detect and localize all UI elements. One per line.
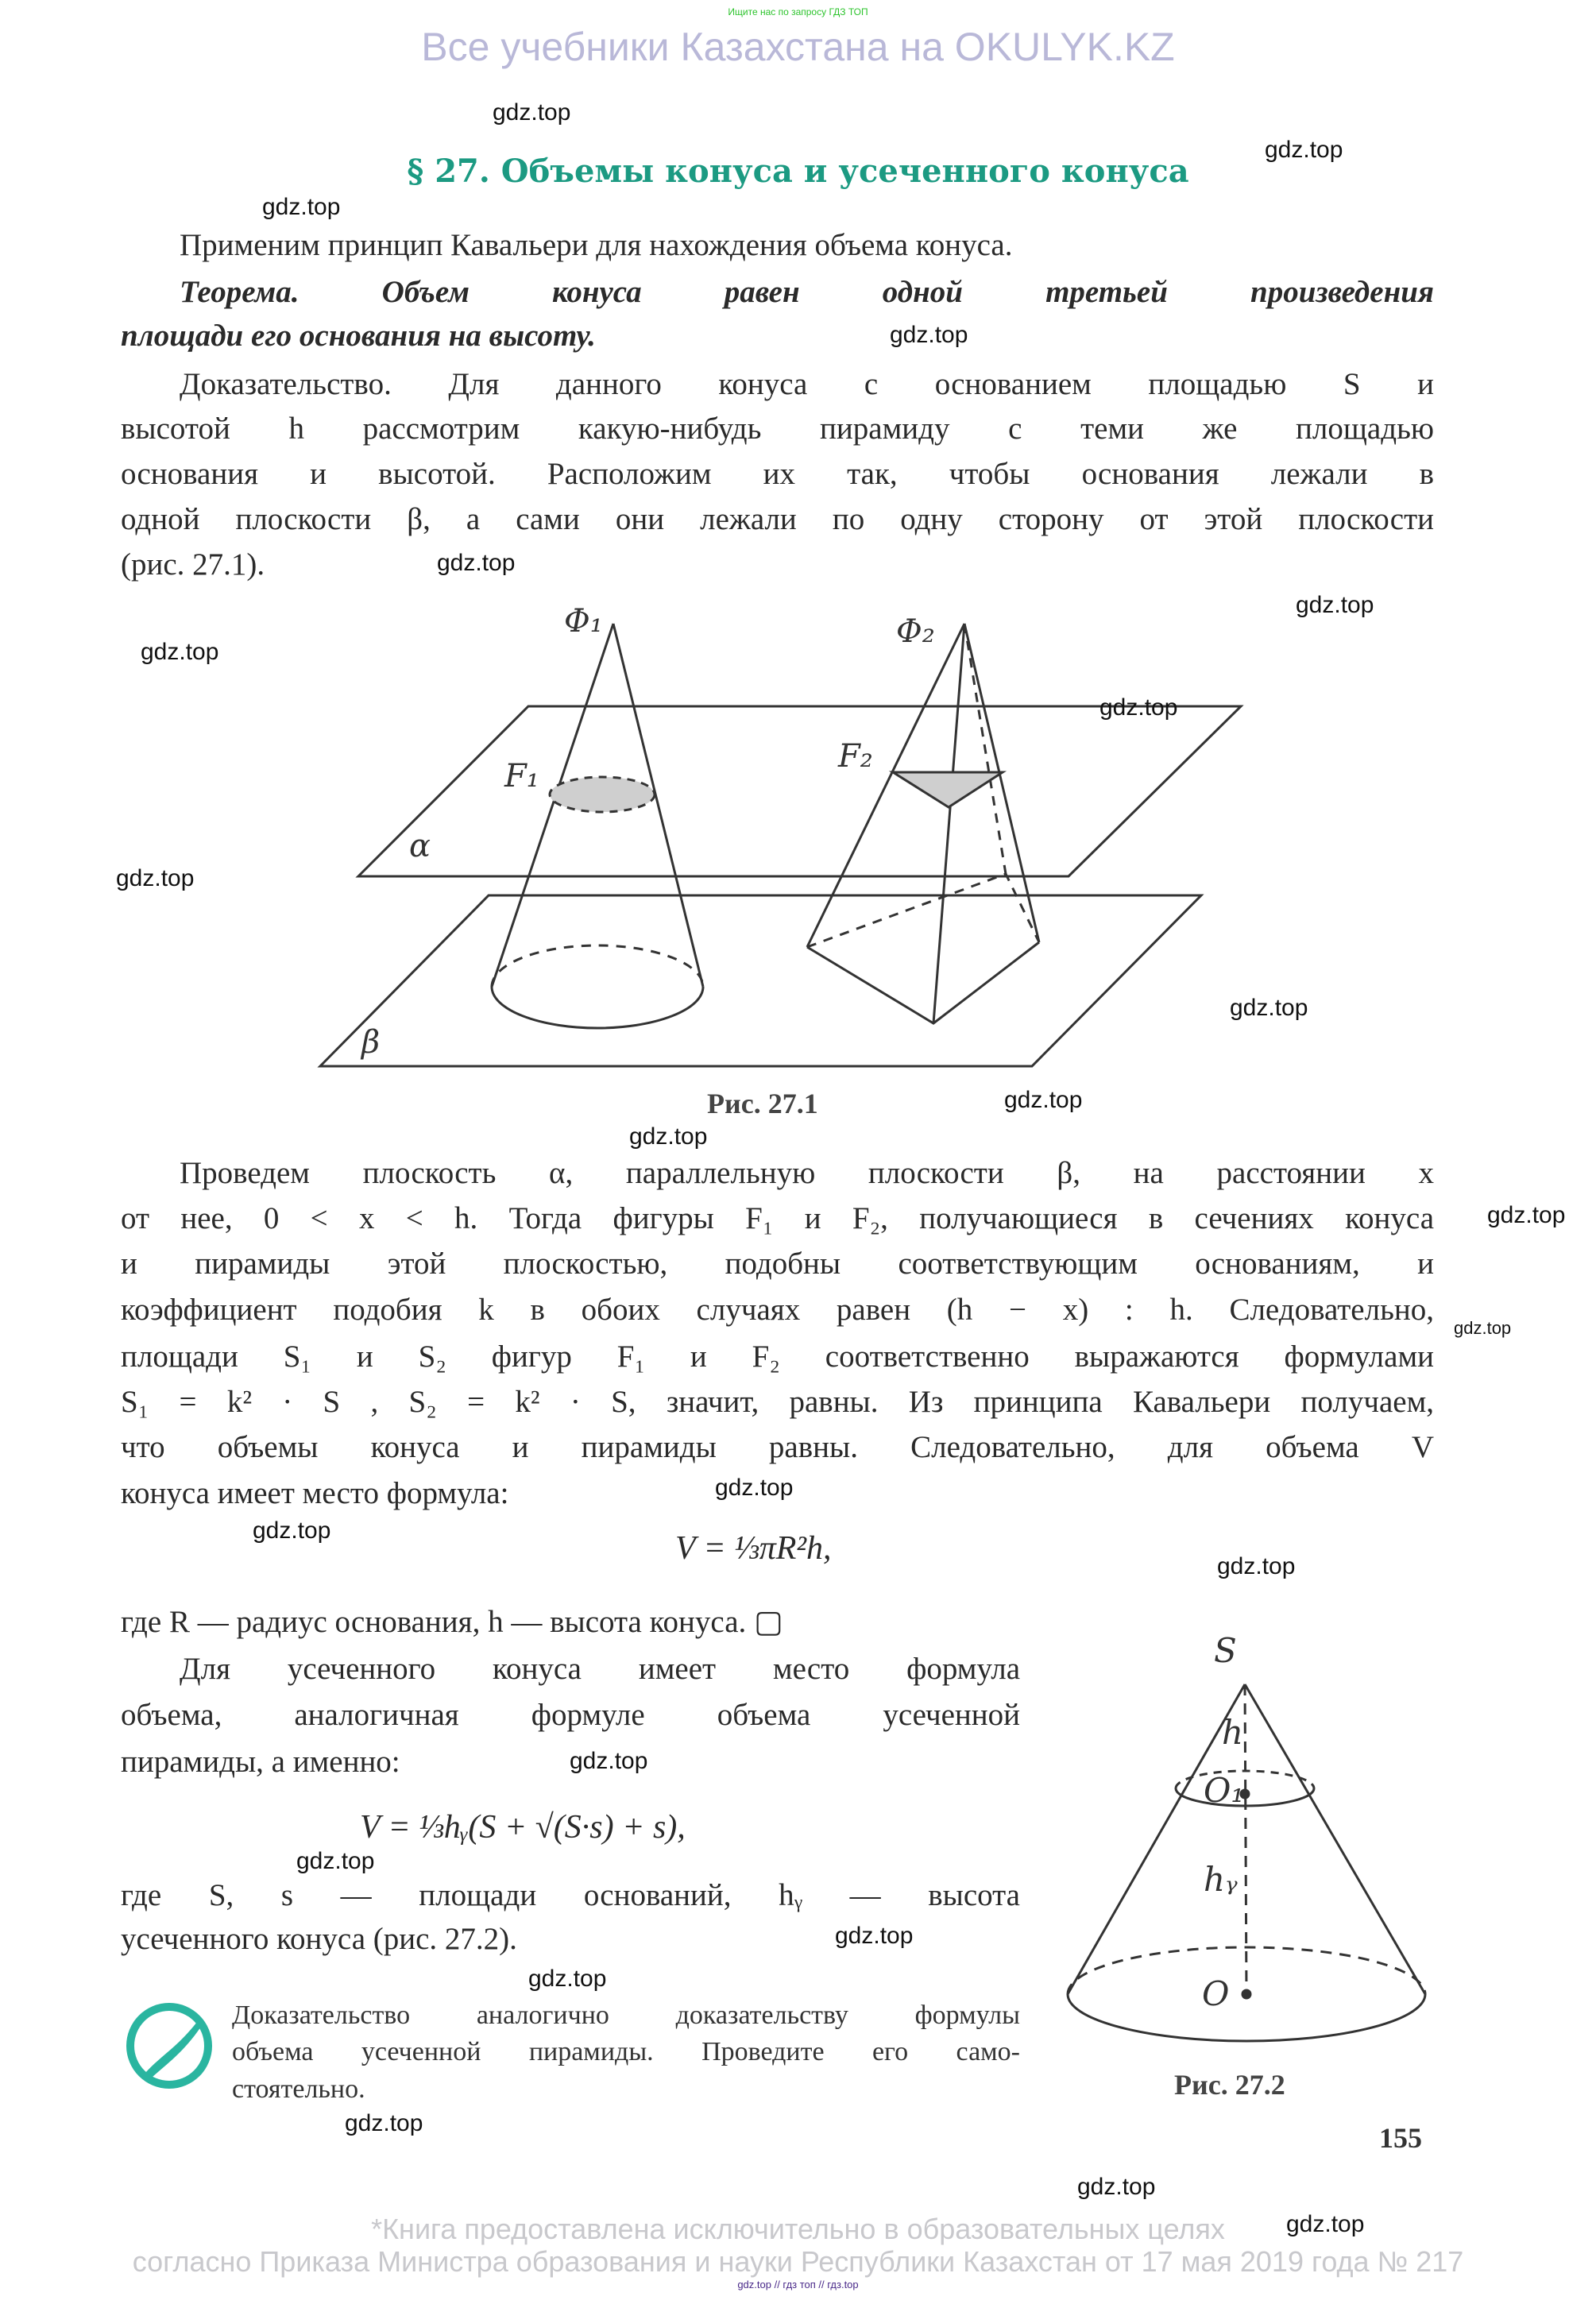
watermark: gdz.top	[528, 1966, 607, 1992]
cone-volume-formula: V = ⅓πR²h,	[675, 1530, 832, 1567]
label-o1: O₁	[1204, 1771, 1245, 1810]
watermark: gdz.top	[437, 550, 516, 576]
watermark: gdz.top	[493, 99, 571, 126]
text-line: площади S₁ и S₂ фигур F₁ и F₂ соответственно выражаются формулами	[121, 1339, 1434, 1374]
watermark: gdz.top	[1230, 995, 1308, 1021]
text-line: конуса имеет место формула:	[121, 1476, 509, 1510]
text-line: S₁ = k² · S , S₂ = k² · S, значит, равны. Из принципа Кавальери получаем,	[121, 1385, 1434, 1419]
text-line: от нее, 0 < x < h. Тогда фигуры F₁ и F₂, получающиеся в сечениях конуса	[121, 1201, 1434, 1235]
watermark: gdz.top	[1217, 1553, 1296, 1579]
watermark: gdz.top	[253, 1517, 331, 1544]
note-line: объема усеченной пирамиды. Проведите его само-	[232, 2037, 1020, 2066]
watermark: gdz.top	[835, 1923, 914, 1949]
watermark: gdz.top	[1296, 592, 1374, 618]
watermark: gdz.top	[141, 639, 219, 665]
plane-beta	[320, 895, 1201, 1066]
theorem-line: Теорема. Объем конуса равен одной третьей произведения	[180, 275, 1434, 309]
text-line: где S, s — площади оснований, hᵧ — высота	[121, 1878, 1020, 1912]
watermark: gdz.top	[890, 322, 968, 348]
text-line: объема, аналогичная формуле объема усеченной	[121, 1698, 1020, 1732]
footer-links[interactable]: gdz.top // гдз топ // гдз.top	[737, 2279, 859, 2290]
text-line: пирамиды, а именно:	[121, 1745, 400, 1779]
watermark: gdz.top	[629, 1123, 708, 1150]
watermark: gdz.top	[1454, 1318, 1512, 1338]
text-line: усеченного конуса (рис. 27.2).	[121, 1922, 517, 1956]
watermark: gdz.top	[1487, 1202, 1566, 1228]
label-f2: F₂	[838, 738, 873, 775]
section-f2	[893, 772, 1003, 807]
footer-line-2: согласно Приказа Министра образования и науки Республики Казахстан от 17 мая 2019 года № 217	[132, 2245, 1464, 2278]
label-phi1: Φ₁	[564, 603, 603, 640]
label-beta: β	[361, 1024, 381, 1061]
section-f1	[550, 777, 655, 812]
text-line: где R — радиус основания, h — высота конуса. ▢	[121, 1605, 783, 1639]
plane-alpha	[358, 706, 1241, 876]
text-line: основания и высотой. Расположим их так, чтобы основания лежали в	[121, 457, 1434, 491]
text-line: что объемы конуса и пирамиды равны. Следовательно, для объема V	[121, 1430, 1434, 1464]
note-line: Доказательство аналогично доказательству формулы	[232, 2001, 1020, 2030]
label-o: O	[1202, 1974, 1230, 2013]
label-alpha: α	[409, 828, 431, 864]
text-line: (рис. 27.1).	[121, 547, 265, 582]
frustum-volume-formula: V = ⅓hᵧ(S + √(S·s) + s),	[360, 1809, 686, 1846]
figure-27-1	[320, 624, 1241, 1066]
text-line: коэффициент подобия k в обоих случаях равен (h − x) : h. Следовательно,	[121, 1293, 1434, 1327]
watermark: gdz.top	[1265, 137, 1343, 163]
search-note: Ищите нас по запросу ГДЗ ТОП	[728, 6, 868, 17]
text-line: одной плоскости β, а сами они лежали по одну сторону от этой плоскости	[121, 502, 1434, 536]
label-h: h	[1222, 1713, 1244, 1752]
figure-27-2	[1068, 1684, 1425, 2041]
text-line: Применим принцип Кавальери для нахождения объема конуса.	[180, 228, 1013, 262]
text-line: и пирамиды этой плоскостью, подобны соответствующим основаниям, и	[121, 1247, 1434, 1281]
watermark: gdz.top	[715, 1475, 794, 1501]
watermark: gdz.top	[116, 865, 195, 891]
watermark: gdz.top	[1004, 1087, 1083, 1113]
watermark: gdz.top	[1286, 2211, 1365, 2237]
watermark: gdz.top	[296, 1848, 375, 1874]
label-phi2: Φ₂	[896, 613, 935, 650]
label-hy: hᵧ	[1204, 1860, 1238, 1899]
pen-note-icon	[122, 2000, 217, 2092]
theorem-line: площади его основания на высоту.	[121, 319, 596, 353]
page-number: 155	[1379, 2122, 1422, 2154]
watermark: gdz.top	[1099, 694, 1178, 721]
text-line: Доказательство. Для данного конуса с основанием площадью S и	[180, 367, 1434, 401]
text-line: Проведем плоскость α, параллельную плоскости β, на расстоянии x	[180, 1156, 1434, 1190]
watermark: gdz.top	[1077, 2174, 1156, 2200]
site-title[interactable]: Все учебники Казахстана на OKULYK.KZ	[421, 25, 1175, 69]
section-title: § 27. Объемы конуса и усеченного конуса	[407, 153, 1189, 190]
label-f1: F₁	[504, 758, 539, 794]
watermark: gdz.top	[345, 2110, 423, 2136]
footer-line-1: *Книга предоставлена исключительно в образовательных целях	[371, 2213, 1225, 2245]
text-line: Для усеченного конуса имеет место формула	[180, 1652, 1020, 1686]
watermark: gdz.top	[262, 194, 341, 220]
label-s: S	[1214, 1631, 1237, 1670]
figure-27-2-caption: Рис. 27.2	[1174, 2069, 1285, 2101]
note-line: стоятельно.	[232, 2074, 365, 2104]
watermark: gdz.top	[570, 1748, 648, 1774]
text-line: высотой h рассмотрим какую-нибудь пирамиду с теми же площадью	[121, 412, 1434, 446]
figure-27-1-caption: Рис. 27.1	[707, 1088, 818, 1119]
